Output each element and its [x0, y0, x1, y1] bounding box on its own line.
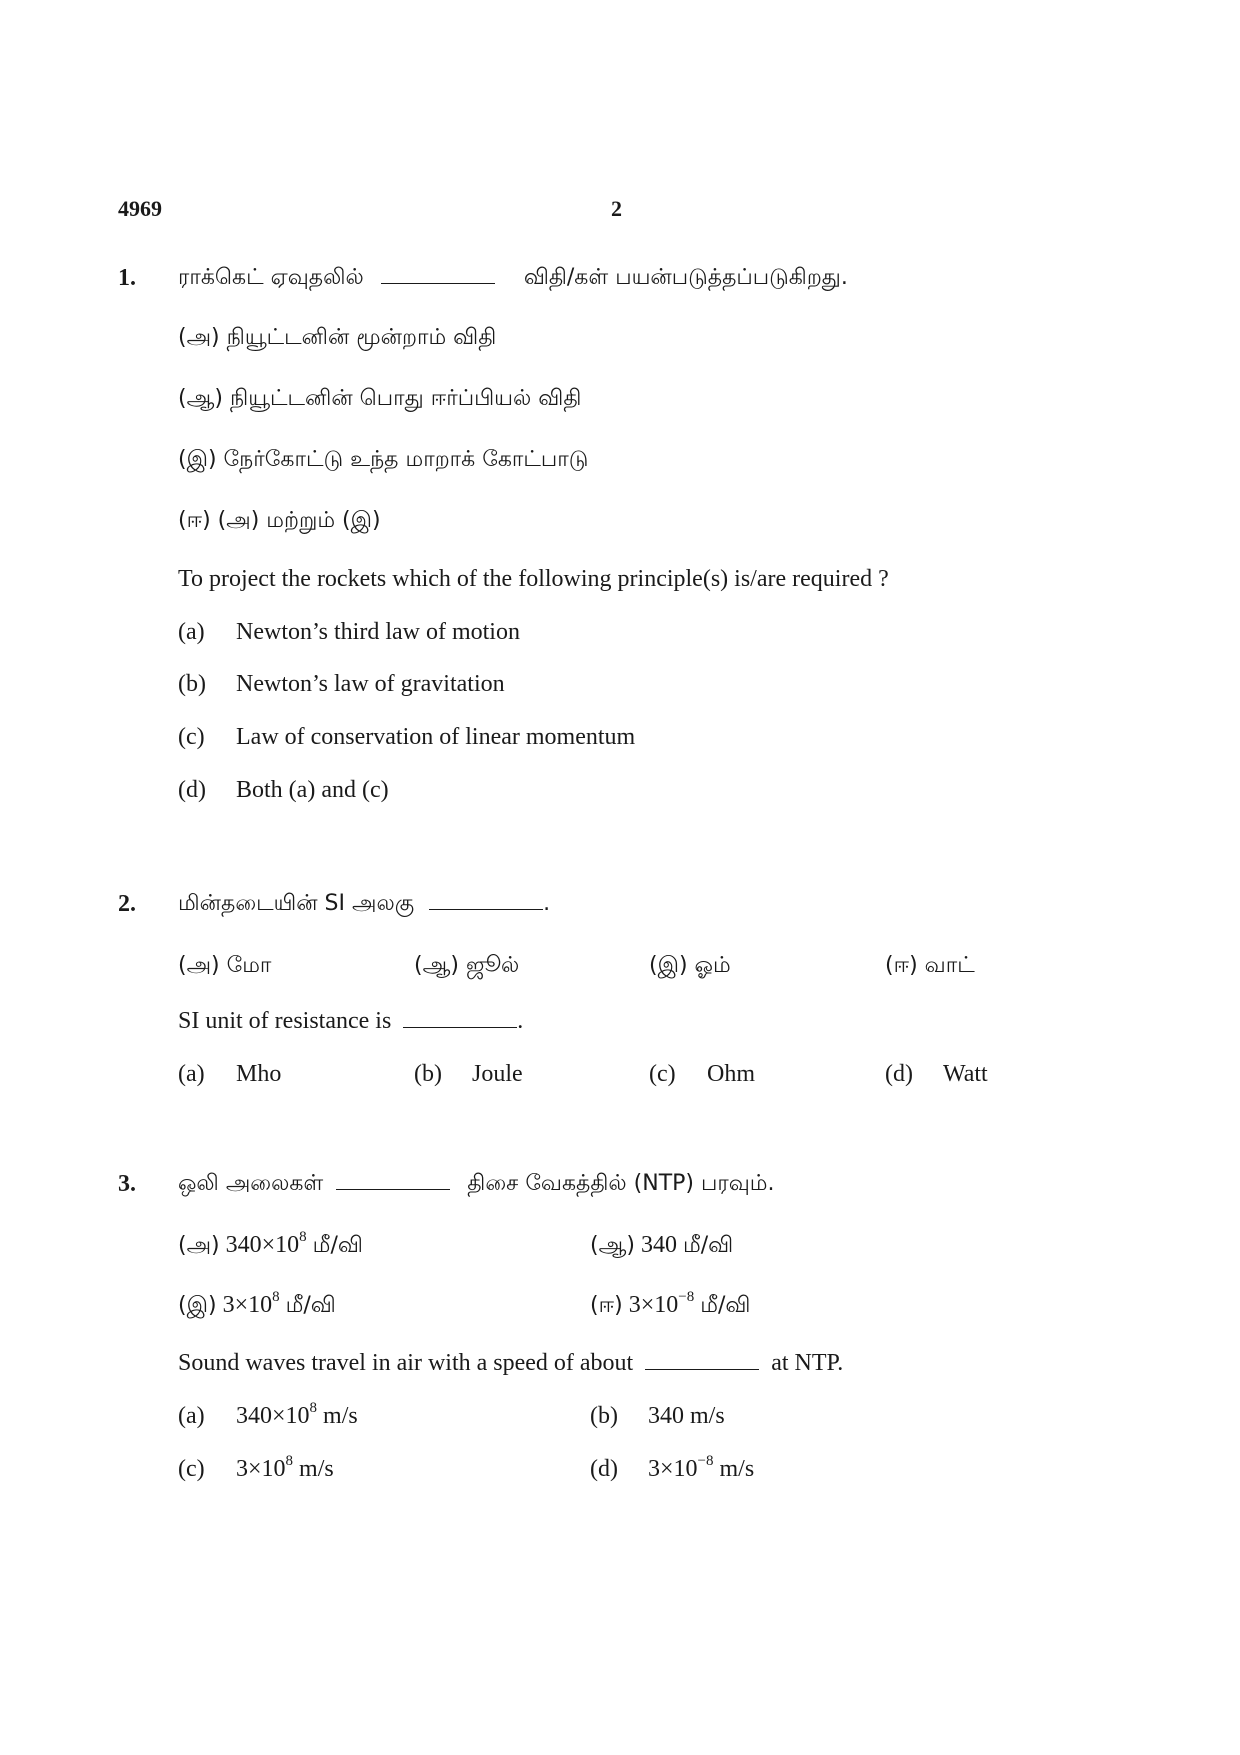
q2-english-question: SI unit of resistance is .: [178, 1008, 524, 1034]
q1-tamil-option-c: (இ) நேர்கோட்டு உந்த மாறாக் கோட்பாடு: [178, 447, 589, 472]
q2-tamil-question: மின்தடையின் SI அலகு .: [178, 891, 551, 916]
q1-english-option-d: (d) Both (a) and (c): [178, 777, 389, 803]
q1-tamil-post: விதி/கள் பயன்படுத்தப்படுகிறது.: [523, 265, 848, 290]
q1-tamil-option-d: (ஈ) (அ) மற்றும் (இ): [178, 508, 381, 533]
q2-english-option-d: (d) Watt: [885, 1061, 988, 1087]
q3-tamil-post: திசை வேகத்தில் (NTP) பரவும்.: [467, 1171, 775, 1196]
q3-tamil-option-d: (ஈ) $3\times 10^{-8}$ மீ/வி: [590, 1289, 751, 1318]
answer-blank: [403, 1025, 517, 1028]
q3-tamil-option-c: (இ) $3\times 10^8$ மீ/வி: [178, 1289, 336, 1318]
q3-tamil-question: [178, 1171, 774, 1199]
q1-english-option-b: (b) Newton’s law of gravitation: [178, 671, 505, 697]
q1-english-option-c: (c) Law of conservation of linear momentum: [178, 724, 636, 750]
q2-tamil-option-a: (அ) மோ: [178, 953, 272, 978]
page-number: 2: [611, 196, 622, 221]
q1-number: 1.: [118, 265, 136, 291]
q1-tamil-option-b: (ஆ) நியூட்டனின் பொது ஈர்ப்பியல் விதி: [178, 386, 582, 411]
q3-tamil-option-a: (அ) $340\times 10^8$ மீ/வி: [178, 1229, 363, 1258]
q2-english-option-b: (b) Joule: [414, 1061, 523, 1087]
answer-blank: [336, 1187, 450, 1190]
q2-tamil-option-b: (ஆ) ஜூல்: [414, 953, 520, 978]
q3-english-option-c: (c) $3\times 10^8$ m/s: [178, 1453, 334, 1482]
q1-tamil-pre: ராக்கெட் ஏவுதலில்: [178, 265, 364, 290]
q1-english-option-a: (a) Newton’s third law of motion: [178, 619, 520, 645]
q2-number: 2.: [118, 891, 136, 917]
q2-tamil-option-c: (இ) ஓம்: [649, 953, 731, 978]
q3-number: 3.: [118, 1171, 136, 1197]
q3-tamil-pre: ஒலி அலைகள்: [178, 1171, 324, 1196]
q2-english-option-a: (a) Mho: [178, 1061, 282, 1087]
q1-tamil-option-a: (அ) நியூட்டனின் மூன்றாம் விதி: [178, 325, 497, 350]
q2-tamil-text: மின்தடையின் SI அலகு: [178, 891, 415, 916]
q3-english-option-d: (d) $3\times 10^{-8}$ m/s: [590, 1453, 755, 1482]
q2-tamil-option-d: (ஈ) வாட்: [885, 953, 975, 978]
q2-english-option-c: (c) Ohm: [649, 1061, 755, 1087]
answer-blank: [645, 1367, 759, 1370]
q1-tamil-question: [178, 265, 848, 293]
q3-english-option-a: (a) $340\times 10^8$ m/s: [178, 1400, 358, 1429]
q3-tamil-option-b: (ஆ) 340 மீ/வி: [590, 1232, 734, 1258]
answer-blank: [381, 281, 495, 284]
answer-blank: [429, 907, 543, 910]
paper-code: 4969: [118, 196, 162, 221]
q1-english-question: To project the rockets which of the following principle(s) is/are required ?: [178, 566, 889, 592]
q3-english-question: Sound waves travel in air with a speed of about at NTP.: [178, 1350, 844, 1376]
q3-english-option-b: (b) 340 m/s: [590, 1403, 725, 1429]
